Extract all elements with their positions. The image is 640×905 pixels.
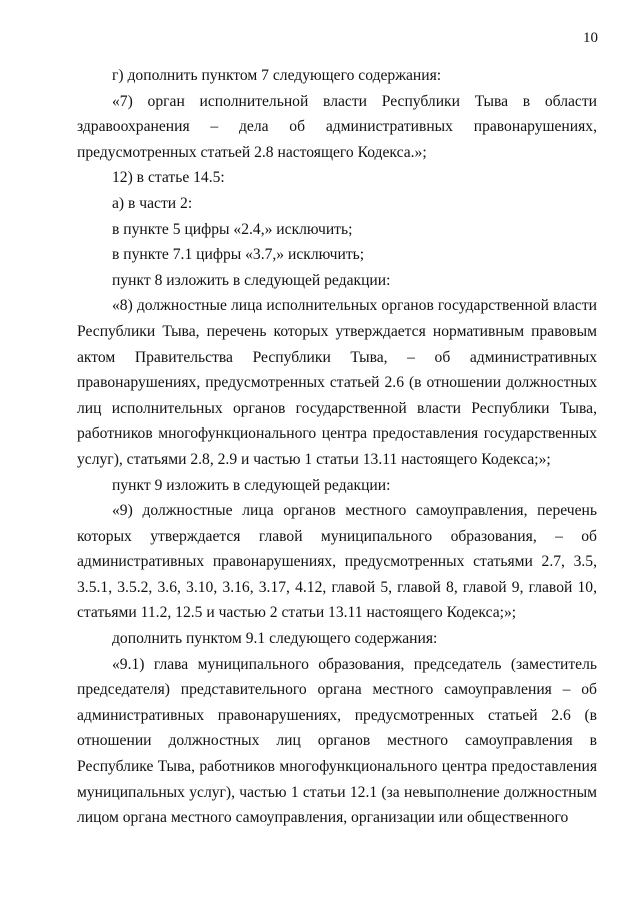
paragraph: «9.1) глава муниципального образования, председатель (заместитель председателя) представительного органа местного самоуправления – об административных правонарушениях, предусмотренных статьей 2.6 (в отношении должностных лиц органов местного самоуправления в Республике Тыва, работников многофункционального центра предоставления муниципальных услуг), частью 1 статьи 12.1 (за невыполнение должностным лицом органа местного самоуправления, организации или общественного [77,655,597,827]
paragraph: дополнить пунктом 9.1 следующего содержания: [112,630,438,648]
page-number: 10 [583,30,598,46]
paragraph: «7) орган исполнительной власти Республики Тыва в области здравоохранения – дела об административных правонарушениях, предусмотренных статьей 2.8 настоящего Кодекса.»; [77,92,597,161]
paragraph: «8) должностные лица исполнительных органов государственной власти Республики Тыва, перечень которых утверждается нормативным правовым актом Правительства Республики Тыва, – об административных правонарушениях, предусмотренных статьей 2.6 (в отношении должностных лиц исполнительных органов государственной власти Республики Тыва, работников многофункционального центра предоставления государственных услуг), статьями 2.8, 2.9 и частью 1 статьи 13.11 настоящего Кодекса;»; [77,297,597,468]
paragraph: 12) в статье 14.5: [112,169,225,187]
document-body [77,63,597,831]
paragraph: пункт 8 изложить в следующей редакции: [112,271,391,289]
paragraph: г) дополнить пунктом 7 следующего содержания: [112,67,442,84]
paragraph: в пункте 5 цифры «2.4,» исключить; [112,220,353,238]
paragraph: а) в части 2: [112,194,193,212]
paragraph: в пункте 7.1 цифры «3.7,» исключить; [112,246,365,264]
paragraph: пункт 9 изложить в следующей редакции: [112,476,391,494]
paragraph: «9) должностные лица органов местного самоуправления, перечень которых утверждается главой муниципального образования, – об административных правонарушениях, предусмотренных статьями 2.7, 3.5, 3.5.1, 3.5.2, 3.6, 3.10, 3.16, 3.17, 4.12, главой 5, главой 8, главой 9, главой 10, статьями 11.2, 12.5 и частью 2 статьи 13.11 настоящего Кодекса;»; [77,502,597,622]
